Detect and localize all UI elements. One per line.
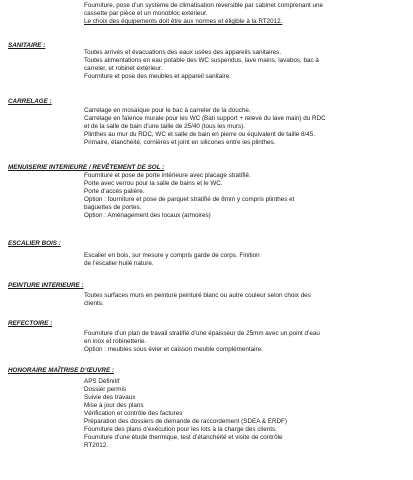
text-line: clients. <box>84 300 104 307</box>
honoraire-body <box>84 378 407 450</box>
text-line: Fourniture des plans d’exécution pour les lots à la charge des clients. <box>84 426 277 433</box>
menuiserie-body <box>84 172 407 220</box>
text-line: cassette par pièce et un monobloc extérieur. <box>84 10 208 17</box>
text-line: Vérification et contrôle des factures <box>84 410 183 417</box>
text-line: Carrelage en mosaïque pour le bac à carreler de la douche. <box>84 107 251 114</box>
text-line: Option : Aménagement des locaux (armoires) <box>84 212 211 219</box>
climatisation-body <box>84 2 407 26</box>
refectoire-body <box>84 330 407 354</box>
text-line: Plinthes au mur du RDC, WC et salle de bain en pierre ou équivalent de taille 8/45. <box>84 131 316 138</box>
section-label: CARRELAGE : <box>8 98 52 105</box>
escalier-body <box>84 252 407 268</box>
text-line: Carrelage en faïence murale pour les WC (Bati support + relevé du lave main) du RDC <box>84 115 326 122</box>
text-line: Porte avec verrou pour la salle de bains et le WC. <box>84 180 223 187</box>
sanitaire-body <box>84 49 407 81</box>
text-line: Fourniture, pose d’un système de climatisation réversible par cabinet comprenant une <box>84 2 324 9</box>
text-line: Toutes arrivés et évacuations des eaux usées des appareils sanitaires. <box>84 49 282 56</box>
text-line: Fourniture et pose des meubles et appareil sanitaire. <box>84 73 232 80</box>
text-line: et de la salle de bain d’une taille de 25/40 (tous les murs). <box>84 123 246 130</box>
text-line: Suivie des travaux <box>84 394 136 401</box>
text-line: Toutes surfaces murs en peinture peinturé blanc ou autre couleur selon choix des <box>84 292 311 299</box>
text-line: Préparation des dossiers de demande de raccordement (SDEA & ERDF) <box>84 418 287 425</box>
text-line: Option : fourniture et pose de parquet stratifié de 8mm y compris plinthes et <box>84 196 295 203</box>
text-line: APS Définitif <box>84 378 120 385</box>
text-line: de l’escalier huilé nature. <box>84 260 154 267</box>
text-line: Fourniture et pose de porte intérieure avec placage stratifié. <box>84 172 251 179</box>
text-line: Mise à jour des plans <box>84 402 144 409</box>
text-line: Dossier permis <box>84 386 126 393</box>
text-line: RT2012. <box>84 442 109 449</box>
text-line: Fourniture d’une étude thermique, test d’étanchéité et visite de contrôle <box>84 434 283 441</box>
text-line: Primaire, étanchéité, cornières et joint en silicones entre les plinthes. <box>84 139 276 146</box>
section-label: ESCALIER BOIS : <box>8 240 61 247</box>
peinture-body <box>84 292 407 308</box>
section-label: PEINTURE INTERIEURE : <box>8 282 84 289</box>
carrelage-body <box>84 107 407 147</box>
section-label: MENUISERIE INTERIEURE / REVÊTEMENT DE SOL : <box>8 164 165 171</box>
text-line: Toutes alimentations en eau potable des WC suspendus, lave mains, lavabos, bac à <box>84 57 319 64</box>
section-label: SANITAIRE : <box>8 42 46 49</box>
text-line-underlined: Le choix des équipements doit être aux normes et éligible à la RT2012. <box>84 18 283 25</box>
text-line: baguettes de portes. <box>84 204 142 211</box>
section-label: REFECTOIRE : <box>8 320 53 327</box>
text-line: Escalier en bois, sur mesure y compris garde de corps. Finition <box>84 252 260 259</box>
text-line: Option : meubles sous évier et caisson meuble complémentaire. <box>84 346 263 353</box>
text-line: carreler, et robinet extérieur. <box>84 65 163 72</box>
text-line: Porte d’accès palière. <box>84 188 145 195</box>
text-line: Fourniture d’un plan de travail stratifié d’une épaisseur de 25mm avec un point d’eau <box>84 330 320 337</box>
text-line: en inox et robinetterie. <box>84 338 147 345</box>
section-label: HONORAIRE MAÎTRISE D’ŒUVRE : <box>8 367 115 374</box>
